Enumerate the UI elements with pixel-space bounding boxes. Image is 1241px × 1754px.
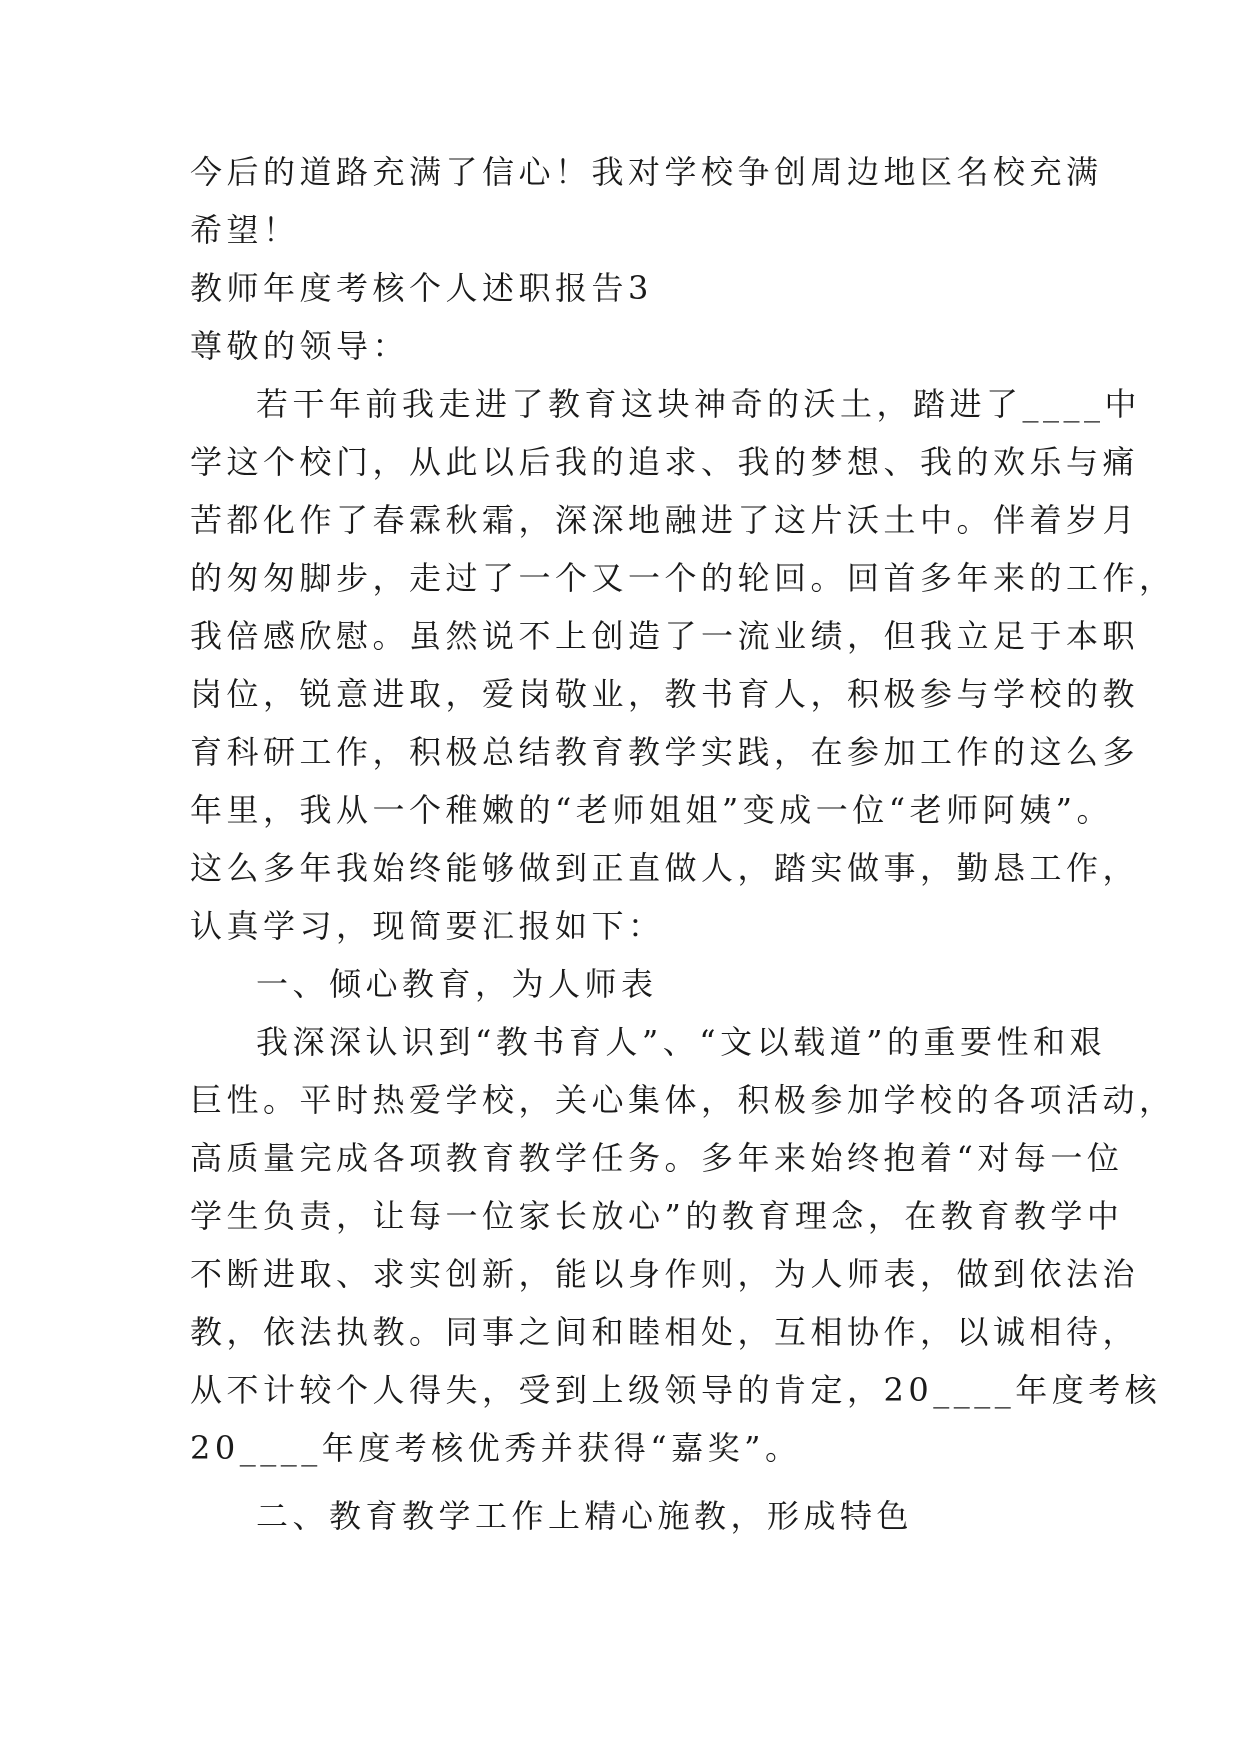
body-line: 我深深认识到“教书育人”、“文以载道”的重要性和艰 — [256, 1023, 1106, 1061]
body-line: 学这个校门，从此以后我的追求、我的梦想、我的欢乐与痛 — [190, 443, 1140, 481]
body-line: 学生负责，让每一位家长放心”的教育理念，在教育教学中 — [190, 1197, 1124, 1235]
body-line: 高质量完成各项教育教学任务。多年来始终抱着“对每一位 — [190, 1139, 1124, 1177]
section-title: 教师年度考核个人述职报告3 — [190, 269, 653, 307]
body-line: 育科研工作，积极总结教育教学实践，在参加工作的这么多 — [190, 733, 1140, 771]
body-line: 年里，我从一个稚嫩的“老师姐姐”变成一位“老师阿姨”。 — [190, 791, 1113, 829]
body-line: 若干年前我走进了教育这块神奇的沃土，踏进了____中 — [256, 385, 1142, 423]
section-heading: 二、教育教学工作上精心施教，形成特色 — [256, 1497, 914, 1535]
body-line: 教，依法执教。同事之间和睦相处，互相协作，以诚相待， — [190, 1313, 1140, 1351]
body-line: 苦都化作了春霖秋霜，深深地融进了这片沃土中。伴着岁月 — [190, 501, 1140, 539]
body-line: 希望！ — [190, 211, 300, 249]
body-line: 20____年度考核优秀并获得“嘉奖”。 — [190, 1429, 802, 1467]
body-line: 从不计较个人得失，受到上级领导的肯定，20____年度考核 — [190, 1371, 1162, 1409]
body-line: 这么多年我始终能够做到正直做人，踏实做事，勤恳工作， — [190, 849, 1140, 887]
body-line: 不断进取、求实创新，能以身作则，为人师表，做到依法治 — [190, 1255, 1140, 1293]
section-heading: 一、倾心教育，为人师表 — [256, 965, 658, 1003]
document-body — [190, 143, 1176, 1545]
salutation: 尊敬的领导： — [190, 327, 410, 365]
body-line: 巨性。平时热爱学校，关心集体，积极参加学校的各项活动， — [190, 1081, 1176, 1119]
body-line: 认真学习，现简要汇报如下： — [190, 907, 665, 945]
body-line: 的匆匆脚步，走过了一个又一个的轮回。回首多年来的工作， — [190, 559, 1176, 597]
body-line: 我倍感欣慰。虽然说不上创造了一流业绩，但我立足于本职 — [190, 617, 1140, 655]
body-line: 今后的道路充满了信心！我对学校争创周边地区名校充满 — [190, 153, 1103, 191]
body-line: 岗位，锐意进取，爱岗敬业，教书育人，积极参与学校的教 — [190, 675, 1140, 713]
